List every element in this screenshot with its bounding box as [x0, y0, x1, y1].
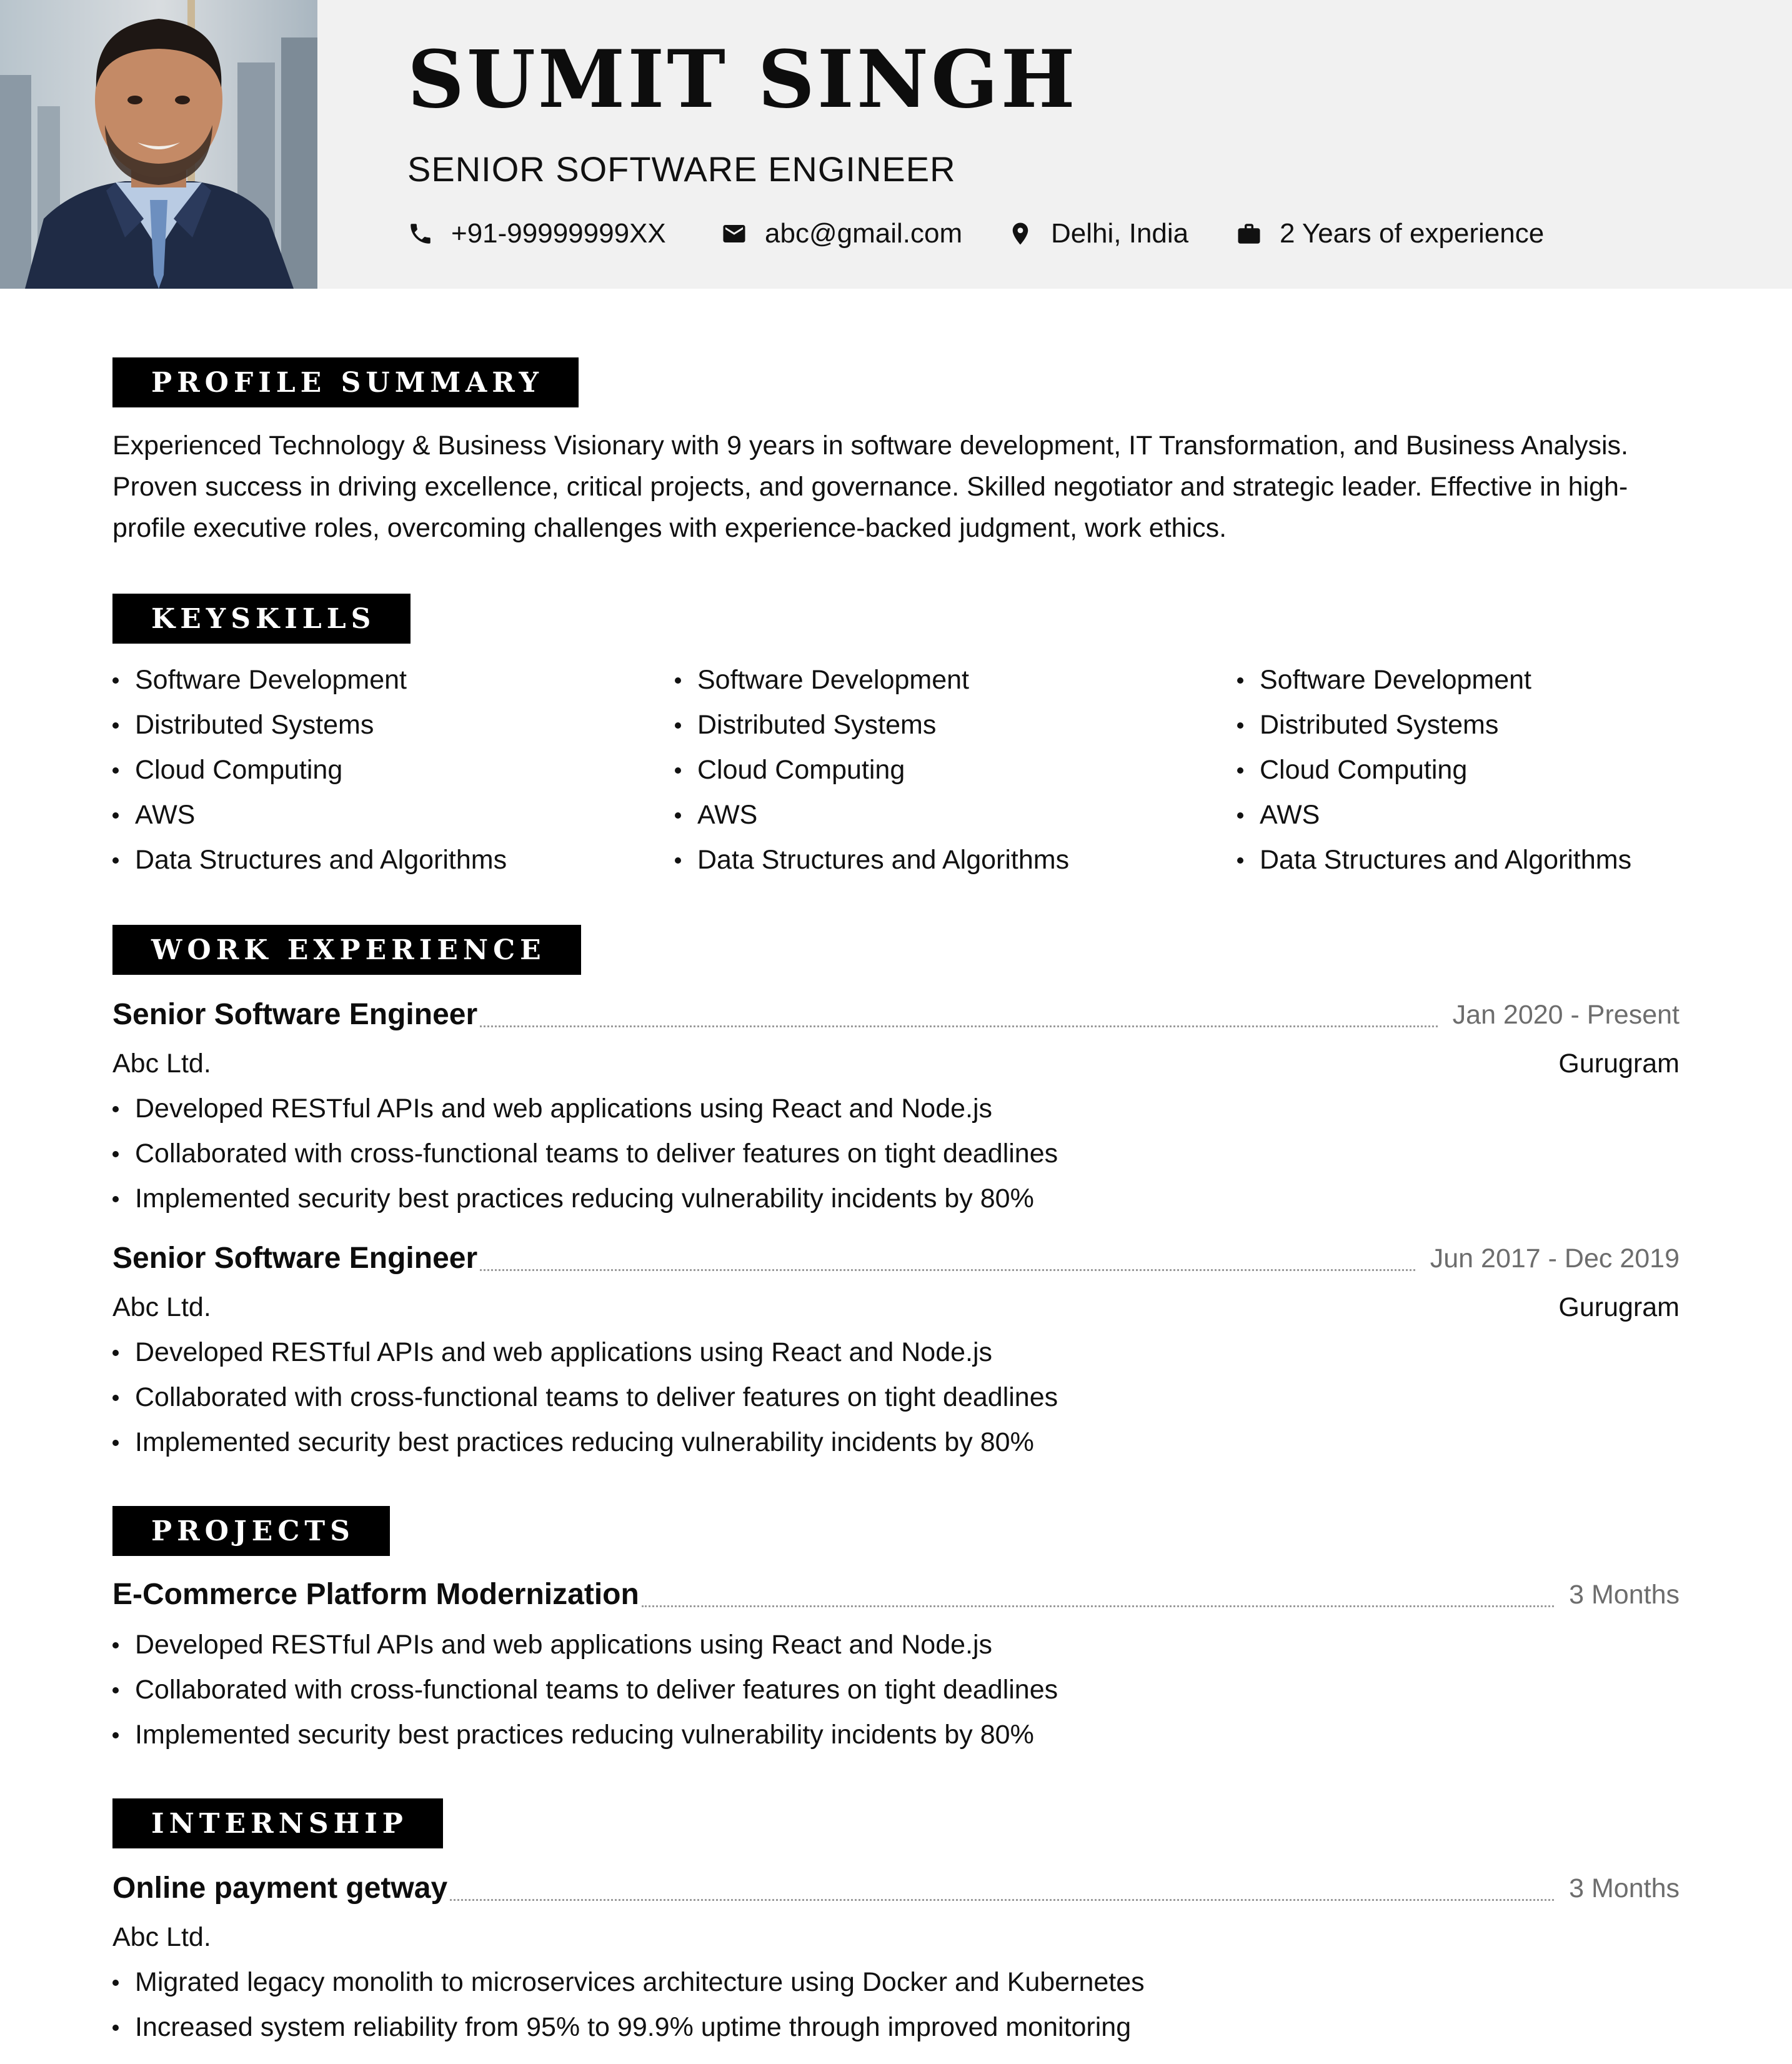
- job-location: Gurugram: [1558, 1048, 1680, 1079]
- company-name: Abc Ltd.: [112, 1048, 211, 1079]
- skill-item: AWS: [1237, 792, 1631, 837]
- skill-item: Software Development: [675, 657, 1069, 702]
- project-entry-1-header: [112, 1575, 1680, 1615]
- contact-experience: [1236, 215, 1544, 252]
- job-entry-2-meta: [112, 1287, 1680, 1327]
- skills-column-2: [675, 657, 1069, 882]
- skill-item: AWS: [675, 792, 1069, 837]
- bullet-item: Developed RESTful APIs and web applications using React and Node.js: [112, 1330, 1058, 1375]
- mail-icon: [721, 221, 747, 247]
- phone-icon: [407, 221, 434, 247]
- bullet-item: Developed RESTful APIs and web applications using React and Node.js: [112, 1622, 1058, 1667]
- skills-column-1: [112, 657, 507, 882]
- project-entry-1-bullets: [112, 1622, 1058, 1757]
- contact-email[interactable]: [721, 215, 962, 252]
- skills-column-3: [1237, 657, 1631, 882]
- dotted-leader: [480, 1269, 1415, 1271]
- dotted-leader: [480, 1025, 1438, 1027]
- briefcase-icon: [1236, 221, 1262, 247]
- section-heading-profile-summary: PROFILE SUMMARY: [112, 357, 579, 407]
- job-entry-1-bullets: [112, 1086, 1058, 1221]
- bullet-item: Developed RESTful APIs and web applications using React and Node.js: [112, 1086, 1058, 1131]
- skill-item: Data Structures and Algorithms: [675, 837, 1069, 882]
- section-heading-projects: PROJECTS: [112, 1506, 390, 1556]
- job-entry-1-header: [112, 995, 1680, 1035]
- profile-photo: [0, 0, 317, 289]
- skill-item: Cloud Computing: [1237, 747, 1631, 792]
- internship-title: Online payment getway: [112, 1872, 448, 1905]
- skill-item: Data Structures and Algorithms: [112, 837, 507, 882]
- job-dates: Jun 2017 - Dec 2019: [1430, 1244, 1680, 1274]
- job-title: Senior Software Engineer: [112, 1242, 478, 1275]
- job-entry-1-meta: [112, 1044, 1680, 1084]
- bullet-item: Implemented security best practices reducing vulnerability incidents by 80%: [112, 1420, 1058, 1465]
- bullet-item: Collaborated with cross-functional teams to deliver features on tight deadlines: [112, 1375, 1058, 1420]
- job-title: Senior Software Engineer: [112, 998, 478, 1031]
- project-duration: 3 Months: [1569, 1580, 1680, 1610]
- skill-item: Data Structures and Algorithms: [1237, 837, 1631, 882]
- phone-number: +91-99999999XX: [451, 218, 666, 249]
- skill-item: Cloud Computing: [675, 747, 1069, 792]
- section-heading-internship: INTERNSHIP: [112, 1798, 443, 1848]
- email-address: abc@gmail.com: [765, 218, 963, 249]
- bullet-item: Implemented security best practices reducing vulnerability incidents by 80%: [112, 1712, 1058, 1757]
- job-entry-2-bullets: [112, 1330, 1058, 1465]
- bullet-item: Migrated legacy monolith to microservices architecture using Docker and Kubernetes: [112, 1960, 1145, 2005]
- company-name: Abc Ltd.: [112, 1922, 211, 1952]
- company-name: Abc Ltd.: [112, 1292, 211, 1322]
- bullet-item: Increased system reliability from 95% to 99.9% uptime through improved monitoring: [112, 2005, 1145, 2050]
- skill-item: Distributed Systems: [1237, 702, 1631, 747]
- job-location: Gurugram: [1558, 1292, 1680, 1322]
- skill-item: Software Development: [112, 657, 507, 702]
- candidate-name: SUMIT SINGH: [407, 33, 1078, 126]
- section-heading-keyskills: KEYSKILLS: [112, 594, 411, 644]
- resume-header: [0, 0, 1792, 289]
- job-title: SENIOR SOFTWARE ENGINEER: [407, 149, 956, 189]
- skill-item: Cloud Computing: [112, 747, 507, 792]
- bullet-item: Collaborated with cross-functional teams to deliver features on tight deadlines: [112, 1667, 1058, 1712]
- project-title: E-Commerce Platform Modernization: [112, 1578, 639, 1611]
- contact-location: [1007, 215, 1188, 252]
- skill-item: AWS: [112, 792, 507, 837]
- location-text: Delhi, India: [1051, 218, 1189, 249]
- internship-entry-1-bullets: [112, 1960, 1145, 2050]
- internship-entry-1-header: [112, 1868, 1680, 1908]
- skill-item: Software Development: [1237, 657, 1631, 702]
- skill-item: Distributed Systems: [112, 702, 507, 747]
- section-heading-work-experience: WORK EXPERIENCE: [112, 925, 581, 975]
- job-entry-2-header: [112, 1239, 1680, 1279]
- skill-item: Distributed Systems: [675, 702, 1069, 747]
- profile-summary-text: Experienced Technology & Business Visionary with 9 years in software development, IT Transformation, and Business Analysis. Proven success in driving excellence, critical projects, and governance. Skilled negotiator and strategic leader. Effective in high-profile executive roles, overcoming challenges with experience-backed judgment, work ethics.: [112, 431, 1628, 543]
- job-dates: Jan 2020 - Present: [1452, 1000, 1680, 1030]
- internship-duration: 3 Months: [1569, 1873, 1680, 1903]
- internship-entry-1-meta: [112, 1917, 1680, 1957]
- dotted-leader: [450, 1899, 1554, 1901]
- experience-text: 2 Years of experience: [1280, 218, 1545, 249]
- dotted-leader: [642, 1605, 1554, 1607]
- contact-phone[interactable]: [407, 215, 666, 252]
- location-pin-icon: [1007, 221, 1033, 247]
- bullet-item: Collaborated with cross-functional teams to deliver features on tight deadlines: [112, 1131, 1058, 1176]
- bullet-item: Implemented security best practices reducing vulnerability incidents by 80%: [112, 1176, 1058, 1221]
